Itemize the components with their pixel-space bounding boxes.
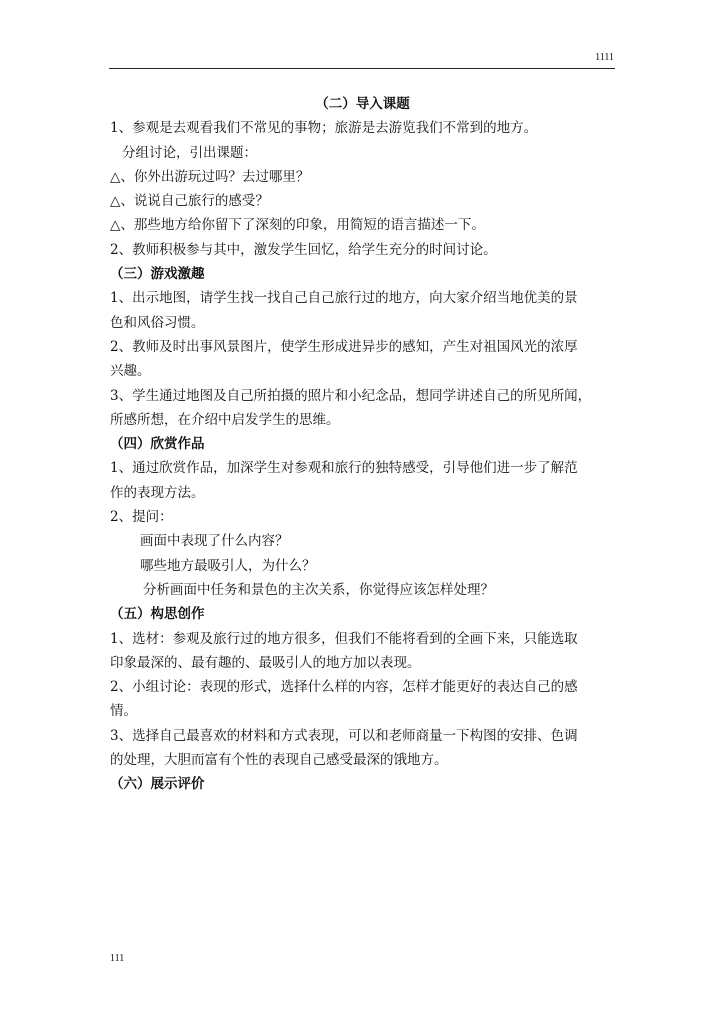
paragraph-line: 兴趣。 bbox=[110, 363, 151, 380]
paragraph-line: 1、参观是去观看我们不常见的事物；旅游是去游览我们不常到的地方。 bbox=[110, 120, 538, 137]
section-heading-game: （三）游戏激趣 bbox=[110, 266, 205, 283]
paragraph-line: 2、教师积极参与其中，激发学生回忆，给学生充分的时间讨论。 bbox=[110, 241, 497, 258]
paragraph-line: △、那些地方给你留下了深刻的印象，用简短的语言描述一下。 bbox=[110, 217, 485, 234]
paragraph-line: 分组讨论，引出课题： bbox=[122, 144, 257, 161]
header-page-number: 1111 bbox=[595, 52, 614, 63]
paragraph-line: 情。 bbox=[110, 703, 137, 720]
paragraph-line: 2、小组讨论：表现的形式，选择什么样的内容，怎样才能更好的表达自己的感 bbox=[110, 679, 578, 696]
paragraph-line: 印象最深的、最有趣的、最吸引人的地方加以表现。 bbox=[110, 654, 421, 671]
paragraph-line: 作的表现方法。 bbox=[110, 484, 205, 501]
section-heading-display: （六）展示评价 bbox=[110, 776, 205, 793]
document-body bbox=[110, 92, 615, 797]
paragraph-line: △、说说自己旅行的感受？ bbox=[110, 193, 269, 210]
footer-page-number: 111 bbox=[110, 953, 125, 964]
question-line: 分析画面中任务和景色的主次关系，你觉得应该怎样处理？ bbox=[143, 581, 494, 598]
paragraph-line: △、你外出游玩过吗？去过哪里？ bbox=[110, 168, 310, 185]
paragraph-line: 所感所想，在介绍中启发学生的思维。 bbox=[110, 411, 340, 428]
paragraph-line: 2、教师及时出事风景图片，使学生形成进异步的感知，产生对祖国风光的浓厚 bbox=[110, 338, 578, 355]
paragraph-line: 的处理，大胆而富有个性的表现自己感受最深的饿地方。 bbox=[110, 752, 448, 769]
question-line: 哪些地方最吸引人，为什么？ bbox=[140, 557, 316, 574]
paragraph-line: 色和风俗习惯。 bbox=[110, 314, 205, 331]
section-heading-create: （五）构思创作 bbox=[110, 606, 205, 623]
paragraph-line: 1、出示地图，请学生找一找自己自己旅行过的地方，向大家介绍当地优美的景 bbox=[110, 290, 578, 307]
question-line: 画面中表现了什么内容？ bbox=[140, 533, 289, 550]
header-rule bbox=[109, 68, 615, 69]
paragraph-line: 1、选材：参观及旅行过的地方很多，但我们不能将看到的全画下来，只能选取 bbox=[110, 630, 578, 647]
paragraph-line: 3、选择自己最喜欢的材料和方式表现，可以和老师商量一下构图的安排、色调 bbox=[110, 727, 578, 744]
section-title-intro: （二）导入课题 bbox=[315, 96, 410, 112]
paragraph-line: 3、学生通过地图及自己所拍摄的照片和小纪念品，想同学讲述自己的所见所闻， bbox=[110, 387, 592, 404]
paragraph-line: 2、提问： bbox=[110, 509, 173, 526]
section-heading-appreciate: （四）欣赏作品 bbox=[110, 436, 205, 453]
paragraph-line: 1、通过欣赏作品，加深学生对参观和旅行的独特感受，引导他们进一步了解范 bbox=[110, 460, 578, 477]
